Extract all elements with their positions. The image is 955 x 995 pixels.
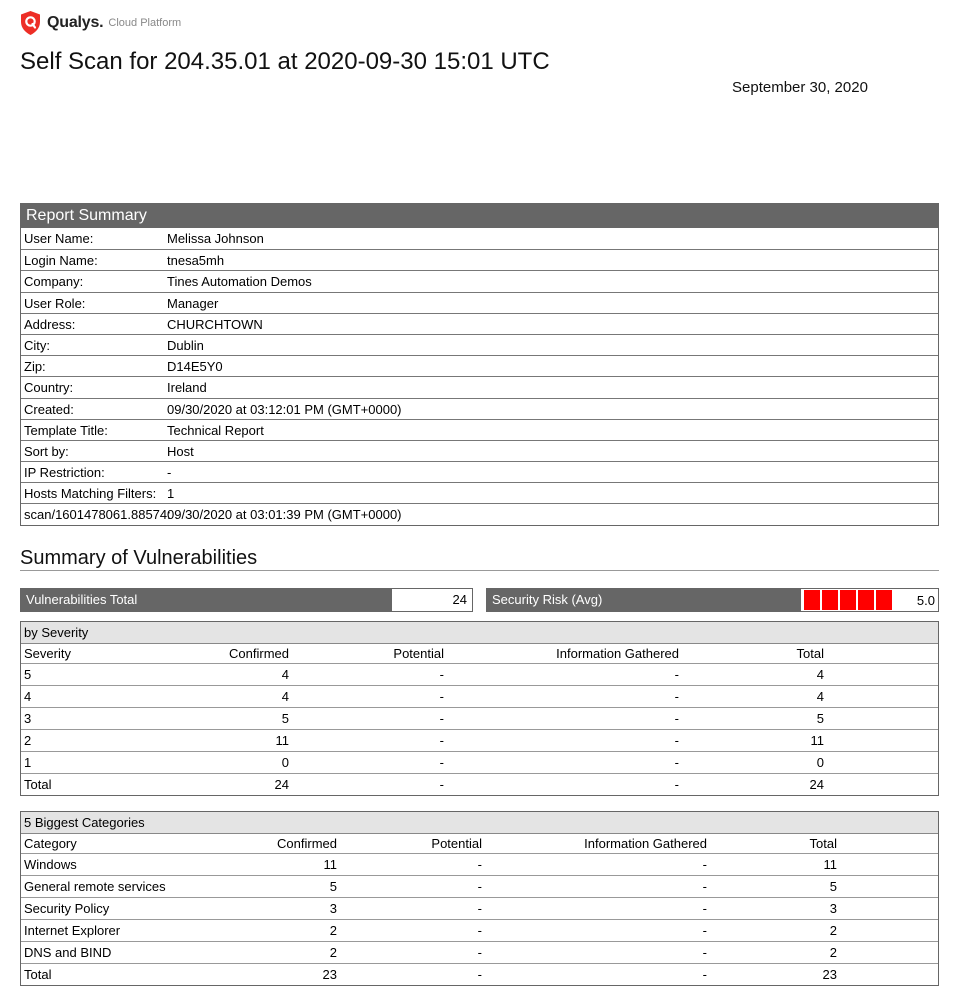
categories-column-headers bbox=[21, 834, 938, 854]
table-cell: 4 bbox=[281, 689, 289, 704]
summary-value: tnesa5mh bbox=[167, 253, 225, 269]
table-cell: 23 bbox=[322, 967, 337, 982]
summary-label: Template Title: bbox=[24, 422, 108, 438]
table-cell: - bbox=[674, 777, 679, 792]
table-cell: 1 bbox=[24, 755, 32, 770]
vuln-summary-title: Summary of Vulnerabilities bbox=[20, 547, 258, 569]
report-summary bbox=[20, 203, 939, 526]
summary-label: Company: bbox=[24, 274, 84, 290]
summary-value: 1 bbox=[167, 486, 175, 502]
table-cell: 4 bbox=[816, 689, 824, 704]
risk-bars bbox=[804, 590, 894, 610]
summary-value: CHURCHTOWN bbox=[167, 316, 263, 332]
summary-label: Zip: bbox=[24, 359, 46, 375]
table-cell: - bbox=[674, 711, 679, 726]
report-date: September 30, 2020 bbox=[732, 79, 868, 96]
table-cell: - bbox=[439, 733, 444, 748]
table-cell: 11 bbox=[323, 857, 337, 872]
summary-value: Ireland bbox=[167, 380, 207, 396]
table-cell: 2 bbox=[329, 945, 337, 960]
severity-table bbox=[20, 621, 939, 796]
table-cell: - bbox=[702, 967, 707, 982]
table-cell: 0 bbox=[281, 755, 289, 770]
table-cell: 3 bbox=[329, 901, 337, 916]
table-cell: 5 bbox=[829, 879, 837, 894]
table-cell: 2 bbox=[829, 923, 837, 938]
vulnerabilities-total-label: Vulnerabilities Total bbox=[26, 592, 138, 607]
table-cell: - bbox=[674, 689, 679, 704]
table-cell: 11 bbox=[275, 733, 289, 748]
table-cell: DNS and BIND bbox=[24, 945, 112, 960]
vulnerabilities-total-value: 24 bbox=[392, 589, 472, 611]
column-header: Severity bbox=[24, 646, 71, 661]
table-cell: - bbox=[439, 755, 444, 770]
summary-label: Hosts Matching Filters: bbox=[24, 486, 157, 502]
column-header: Confirmed bbox=[229, 646, 289, 661]
report-summary-header: Report Summary bbox=[21, 204, 938, 228]
table-cell: - bbox=[439, 689, 444, 704]
table-cell: - bbox=[477, 945, 482, 960]
summary-row bbox=[21, 270, 938, 291]
summary-value: Melissa Johnson bbox=[167, 231, 264, 246]
table-cell: 2 bbox=[24, 733, 32, 748]
column-header: Confirmed bbox=[277, 836, 337, 851]
summary-value: 09/30/2020 at 03:01:39 PM (GMT+0000) bbox=[167, 507, 402, 523]
table-cell: 5 bbox=[329, 879, 337, 894]
summary-value: 09/30/2020 at 03:12:01 PM (GMT+0000) bbox=[167, 401, 402, 417]
table-cell: 3 bbox=[24, 711, 32, 726]
table-cell: - bbox=[674, 733, 679, 748]
categories-table bbox=[20, 811, 939, 986]
summary-label: Created: bbox=[24, 401, 74, 417]
table-cell: 2 bbox=[829, 945, 837, 960]
table-row bbox=[21, 920, 938, 942]
brand-product: Cloud Platform bbox=[108, 17, 182, 29]
risk-bar-segment bbox=[822, 590, 838, 610]
column-header: Total bbox=[809, 836, 837, 851]
summary-value: D14E5Y0 bbox=[167, 359, 223, 375]
table-row bbox=[21, 898, 938, 920]
summary-row bbox=[21, 249, 938, 270]
column-header: Total bbox=[796, 646, 824, 661]
vulnerabilities-total-box bbox=[20, 588, 473, 612]
table-cell: Internet Explorer bbox=[24, 923, 121, 938]
table-cell: 5 bbox=[281, 711, 289, 726]
summary-row bbox=[21, 398, 938, 419]
summary-label: Country: bbox=[24, 380, 74, 396]
summary-row bbox=[21, 503, 938, 524]
table-cell: 24 bbox=[809, 777, 824, 792]
security-risk-box bbox=[486, 588, 939, 612]
table-row bbox=[21, 774, 938, 795]
table-cell: 5 bbox=[24, 667, 32, 682]
table-cell: Security Policy bbox=[24, 901, 110, 916]
summary-label: Address: bbox=[24, 316, 76, 332]
table-cell: - bbox=[439, 667, 444, 682]
column-header: Information Gathered bbox=[584, 836, 707, 851]
table-row bbox=[21, 876, 938, 898]
table-cell: Total bbox=[24, 777, 52, 792]
summary-row bbox=[21, 292, 938, 313]
table-cell: 3 bbox=[829, 901, 837, 916]
security-risk-label: Security Risk (Avg) bbox=[492, 592, 603, 607]
table-cell: 0 bbox=[816, 755, 824, 770]
table-cell: - bbox=[702, 923, 707, 938]
summary-row bbox=[21, 440, 938, 461]
brand-name: Qualys. bbox=[47, 14, 104, 31]
table-cell: - bbox=[702, 901, 707, 916]
table-cell: 23 bbox=[822, 967, 837, 982]
summary-value: Technical Report bbox=[167, 422, 264, 438]
table-cell: 4 bbox=[281, 667, 289, 682]
table-cell: 4 bbox=[24, 689, 32, 704]
summary-value: Manager bbox=[167, 295, 219, 311]
page-title: Self Scan for 204.35.01 at 2020-09-30 15:01 UTC bbox=[20, 48, 550, 75]
security-risk-meter bbox=[801, 589, 938, 611]
table-cell: - bbox=[702, 945, 707, 960]
summary-value: Dublin bbox=[167, 337, 204, 353]
table-row bbox=[21, 664, 938, 686]
table-cell: - bbox=[477, 857, 482, 872]
summary-row bbox=[21, 482, 938, 503]
summary-row bbox=[21, 334, 938, 355]
table-cell: 5 bbox=[816, 711, 824, 726]
table-cell: Windows bbox=[24, 857, 77, 872]
section-divider bbox=[20, 570, 939, 571]
table-cell: 11 bbox=[823, 857, 837, 872]
summary-row bbox=[21, 313, 938, 334]
table-cell: - bbox=[702, 879, 707, 894]
column-header: Potential bbox=[431, 836, 482, 851]
table-cell: General remote services bbox=[24, 879, 166, 894]
severity-table-header: by Severity bbox=[21, 622, 938, 644]
risk-bar-segment bbox=[804, 590, 820, 610]
table-cell: - bbox=[477, 879, 482, 894]
table-row bbox=[21, 686, 938, 708]
summary-value: Tines Automation Demos bbox=[167, 274, 312, 290]
table-cell: - bbox=[674, 667, 679, 682]
severity-column-headers bbox=[21, 644, 938, 664]
table-row bbox=[21, 730, 938, 752]
table-cell: 4 bbox=[816, 667, 824, 682]
summary-row bbox=[21, 419, 938, 440]
summary-label: IP Restriction: bbox=[24, 465, 105, 481]
table-cell: Total bbox=[24, 967, 52, 982]
table-cell: - bbox=[477, 923, 482, 938]
table-cell: - bbox=[674, 755, 679, 770]
risk-bar-segment bbox=[840, 590, 856, 610]
summary-row bbox=[21, 461, 938, 482]
table-cell: - bbox=[477, 901, 482, 916]
table-cell: - bbox=[702, 857, 707, 872]
summary-label: Login Name: bbox=[24, 253, 98, 269]
table-row bbox=[21, 708, 938, 730]
table-cell: - bbox=[439, 777, 444, 792]
column-header: Information Gathered bbox=[556, 646, 679, 661]
summary-label: City: bbox=[24, 337, 50, 353]
table-row bbox=[21, 854, 938, 876]
summary-label: Sort by: bbox=[24, 443, 69, 459]
qualys-shield-icon bbox=[21, 11, 40, 35]
summary-label: User Role: bbox=[24, 295, 86, 311]
summary-label: User Name: bbox=[24, 231, 94, 246]
column-header: Category bbox=[24, 836, 77, 851]
table-row bbox=[21, 964, 938, 985]
summary-row bbox=[21, 376, 938, 397]
column-header: Potential bbox=[393, 646, 444, 661]
table-cell: 24 bbox=[274, 777, 289, 792]
table-cell: - bbox=[477, 967, 482, 982]
table-cell: 2 bbox=[329, 923, 337, 938]
summary-value: Host bbox=[167, 443, 194, 459]
summary-row bbox=[21, 228, 938, 249]
security-risk-value: 5.0 bbox=[916, 592, 935, 608]
brand-logo bbox=[21, 10, 181, 36]
summary-row bbox=[21, 355, 938, 376]
risk-bar-segment bbox=[876, 590, 892, 610]
risk-bar-segment bbox=[858, 590, 874, 610]
summary-label: scan/1601478061.88574: bbox=[24, 507, 171, 523]
categories-table-header: 5 Biggest Categories bbox=[21, 812, 938, 834]
table-cell: - bbox=[439, 711, 444, 726]
summary-value: - bbox=[167, 465, 172, 481]
table-row bbox=[21, 942, 938, 964]
table-row bbox=[21, 752, 938, 774]
table-cell: 11 bbox=[810, 733, 824, 748]
